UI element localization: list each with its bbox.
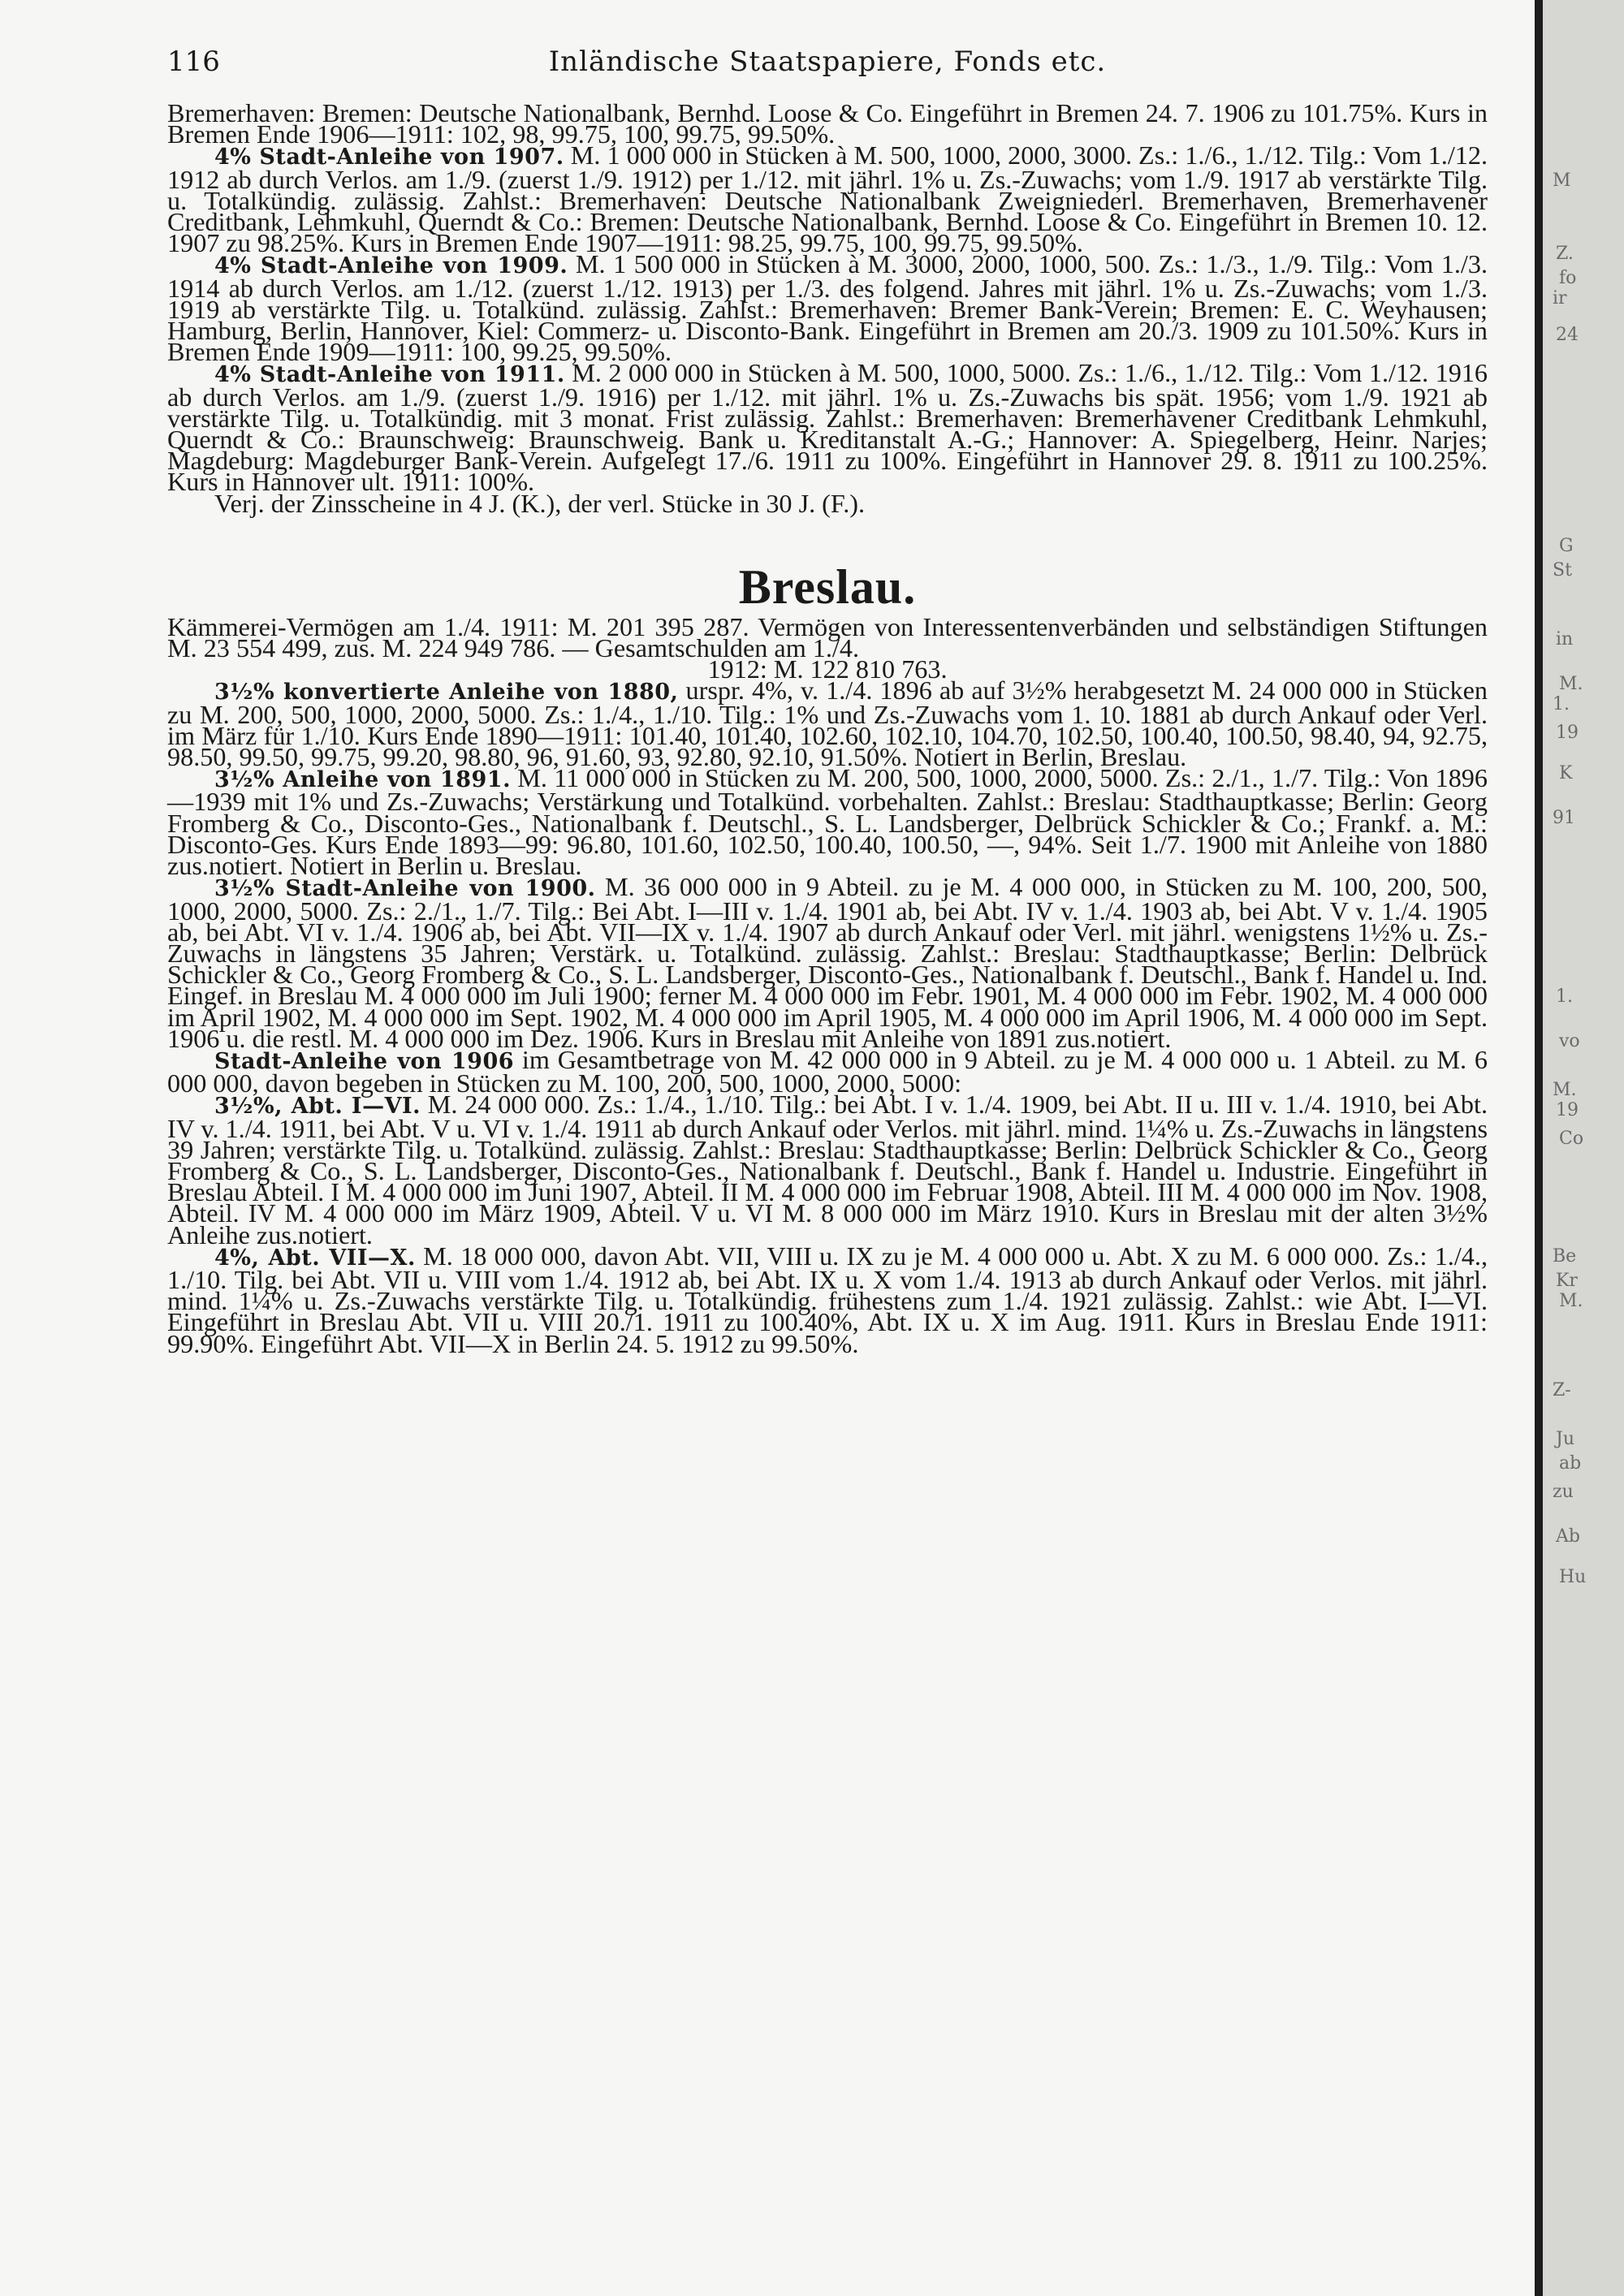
gutter-fragment: ab (1559, 1453, 1582, 1474)
gutter-fragment: K (1559, 763, 1573, 783)
entry-heading: 3½% Stadt-Anleihe von 1900. (214, 876, 596, 902)
entry-heading: Stadt-Anleihe von 1906 (214, 1048, 515, 1074)
adjacent-page-edge (1535, 0, 1624, 2296)
entry-breslau-1891 (167, 763, 1488, 881)
gutter-fragment: G (1559, 536, 1574, 556)
breslau-intro: Kämmerei-Vermögen am 1./4. 1911: M. 201 395 287. Vermögen von Interessentenverbänden und selbständigen Stiftungen M. 23 554 499, zus. M. 224 949 786. — Gesamtschulden am 1./4. (167, 611, 1488, 663)
gutter-fragment: M. (1559, 1291, 1583, 1311)
gutter-fragment: Hu (1559, 1567, 1587, 1587)
entry-bremerhaven-1909 (167, 249, 1488, 367)
entry-breslau-1900 (167, 872, 1488, 1053)
entry-heading: 3½% Anleihe von 1891. (214, 767, 511, 793)
gutter-fragment: Z- (1553, 1380, 1571, 1400)
page-number: 116 (167, 45, 220, 78)
entry-body: M. 18 000 000, davon Abt. VII, VIII u. IX zu je M. 4 000 000 u. Abt. X zu M. 6 000 000. Zs.: 1./4., 1./10. Tilg. bei Abt. VII u. VIII vom 1./4. 1912 ab, bei Abt. IX u. X vom 1./4. 1913 ab durch Ankauf oder Verlos. mit jährl. mind. 1¼% u. Zs.-Zuwachs verstärkte Tilg. u. Totalkündig. frühestens zum 1./4. 1921 zulässig. Zahlst.: wie Abt. I—VI. Eingeführt in Breslau Abt. VII u. VIII 20./1. 1911 zu 100.40%, Abt. IX u. X im Aug. 1911. Kurs in Breslau Ende 1911: 99.90%. Eingeführt Abt. VII—X in Berlin 24. 5. 1912 zu 99.50%. (167, 1241, 1488, 1358)
entry-heading: 4% Stadt-Anleihe von 1907. (214, 145, 564, 170)
gutter-fragment: 24 (1556, 325, 1579, 345)
city-heading-breslau: Breslau. (738, 559, 917, 614)
entry-heading: 4% Stadt-Anleihe von 1909. (214, 253, 568, 279)
gutter-fragment: M. (1553, 1080, 1577, 1100)
entry-bremerhaven-1911 (167, 358, 1488, 497)
page-content (167, 45, 1488, 1358)
gutter-fragment: fo (1559, 268, 1577, 288)
entry-bremerhaven-1907 (167, 140, 1488, 258)
running-title: Inländische Staatspapiere, Fonds etc. (548, 45, 1107, 78)
gutter-fragment: ir (1553, 288, 1567, 309)
entry-body: M. 2 000 000 in Stücken à M. 500, 1000, 5000. Zs.: 1./6., 1./12. Tilg.: Vom 1./12. 1916 ab durch Verlos. am 1./9. (zuerst 1./9. 1916) per 1./12. mit jährl. 1% u. Zs.-Zuwachs bis spät. 1956; vom 1./9. 1921 ab verstärkte Tilg. u. Totalkündig. mit 3 monat. Frist zulässig. Zahlst.: Bremerhaven: Bremerhavener Creditbank Lehmkuhl, Querndt & Co.: Braunschweig: Braunschweig. Bank u. Kreditanstalt A.-G.; Hannover: A. Spiegelberg, Heinr. Narjes; Magdeburg: Magdeburger Bank-Verein. Aufgelegt 17./6. 1911 zu 100%. Eingeführt in Hannover 29. 8. 1911 zu 100.25%. Kurs in Hannover ult. 1911: 100%. (167, 358, 1488, 497)
gutter-fragment: Ab (1556, 1526, 1580, 1547)
page-header (167, 45, 1488, 102)
entry-breslau-1906-abt-7-10 (167, 1241, 1488, 1358)
gutter-fragment: 19 (1556, 1100, 1579, 1120)
entry-heading: 4% Stadt-Anleihe von 1911. (214, 362, 565, 388)
breslau-intro-last-line: 1912: M. 122 810 763. (707, 654, 948, 684)
gutter-fragment: St (1553, 560, 1572, 580)
entry-body: M. 11 000 000 in Stücken zu M. 200, 500, 1000, 2000, 5000. Zs.: 2./1., 1./7. Tilg.: Von 1896—1939 mit 1% und Zs.-Zuwachs; Verstärkung und Totalkünd. vorbehalten. Zahlst.: Breslau: Stadthauptkasse; Berlin: Georg Fromberg & Co., Disconto-Ges., Nationalbank f. Deutschl., S. L. Landsberger, Delbrück Schickler & Co.; Frankf. a. M.: Disconto-Ges. Kurs Ende 1893—99: 96.80, 101.60, 102.50, 100.40, 100.50, —, 94%. Seit 1./7. 1900 mit Anleihe von 1880 zus.notiert. Notiert in Berlin u. Breslau. (167, 763, 1488, 881)
entry-body: M. 24 000 000. Zs.: 1./4., 1./10. Tilg.: bei Abt. I v. 1./4. 1909, bei Abt. II u. III v. 1./4. 1910, bei Abt. IV v. 1./4. 1911, bei Abt. V u. VI v. 1./4. 1911 ab durch Ankauf oder Verlos. mit jährl. mind. 1¼% u. Zs.-Zuwachs in längstens 39 Jahren; verstärkte Tilg. u. Totalkünd. zulässig. Zahlst.: Breslau: Stadthauptkasse; Berlin: Delbrück Schickler & Co., Georg Fromberg & Co., S. L. Landsberger, Disconto-Ges., Nationalbank f. Deutschl., Bank f. Handel u. Industrie. Eingeführt in Breslau Abteil. I M. 4 000 000 im Juni 1907, Abteil. II M. 4 000 000 im Februar 1908, Abteil. III M. 4 000 000 im Nov. 1908, Abteil. IV M. 4 000 000 im März 1909, Abteil. V u. VI M. 8 000 000 im März 1910. Kurs in Breslau mit der alten 3½% Anleihe zus.notiert. (167, 1090, 1488, 1249)
gutter-fragment: Co (1559, 1129, 1584, 1149)
entry-breslau-1880 (167, 675, 1488, 772)
entry-breslau-1906-abt-1-6 (167, 1090, 1488, 1249)
gutter-fragment: in (1556, 629, 1574, 650)
entry-body: M. 1 000 000 in Stücken à M. 500, 1000, 2000, 3000. Zs.: 1./6., 1./12. Tilg.: Vom 1./12. 1912 ab durch Verlos. am 1./9. (zuerst 1./9. 1912) per 1./12. mit jährl. 1% u. Zs.-Zuwachs; vom 1./9. 1917 ab verstärkte Tilg. u. Totalkündig. zulässig. Zahlst.: Bremerhaven: Deutsche Nationalbank Zweigniederl. Bremerhaven, Bremerhavener Creditbank, Lehmkuhl, Querndt & Co.: Bremen: Deutsche Nationalbank, Bernhd. Loose & Co. Eingeführt in Bremen 10. 12. 1907 zu 98.25%. Kurs in Bremen Ende 1907—1911: 98.25, 99.75, 100, 99.75, 99.50%. (167, 140, 1488, 258)
gutter-fragment: Z. (1556, 244, 1574, 264)
gutter-fragment: 91 (1553, 808, 1575, 828)
gutter-fragment: M (1553, 170, 1571, 191)
entry-body: M. 36 000 000 in 9 Abteil. zu je M. 4 000 000, in Stücken zu M. 100, 200, 500, 1000, 2000, 5000. Zs.: 2./1., 1./7. Tilg.: Bei Abt. I—III v. 1./4. 1901 ab, bei Abt. IV v. 1./4. 1903 ab, bei Abt. V v. 1./4. 1905 ab, bei Abt. VI v. 1./4. 1906 ab, bei Abt. VII—IX v. 1./4. 1907 ab durch Ankauf oder Verl. mit jährl. wenigstens 1½% u. Zs.-Zuwachs in längstens 35 Jahren; Verstärk. u. Totalkünd. zulässig. Zahlst.: Breslau: Stadthauptkasse; Berlin: Delbrück Schickler & Co., Georg Fromberg & Co., S. L. Landsberger, Disconto-Ges., Nationalbank f. Deutschl., Bank f. Handel u. Ind. Eingef. in Breslau M. 4 000 000 im Juli 1900; ferner M. 4 000 000 im Febr. 1901, M. 4 000 000 im Febr. 1902, M. 4 000 000 im April 1902, M. 4 000 000 im Sept. 1902, M. 4 000 000 im April 1905, M. 4 000 000 im April 1906, M. 4 000 000 im Sept. 1906 u. die restl. M. 4 000 000 im Dez. 1906. Kurs in Breslau mit Anleihe von 1891 zus.notiert. (167, 872, 1488, 1053)
entry-breslau-1906 (167, 1044, 1488, 1098)
entry-body: urspr. 4%, v. 1./4. 1896 ab auf 3½% herabgesetzt M. 24 000 000 in Stücken zu M. 200, 500, 1000, 2000, 5000. Zs.: 1./4., 1./10. Tilg.: 1% und Zs.-Zuwachs vom 1. 10. 1881 ab durch Ankauf oder Verl. im März für 1./10. Kurs Ende 1890—1911: 101.40, 101.40, 102.60, 102.10, 104.70, 102.50, 100.40, 100.50, 98.40, 94, 92.75, 98.50, 99.50, 99.75, 99.20, 98.80, 96, 91.60, 93, 92.80, 92.10, 91.50%. Notiert in Berlin, Breslau. (167, 675, 1488, 772)
entry-heading: 3½% konvertierte Anleihe von 1880, (214, 680, 679, 706)
entry-bremerhaven-continued: Bremerhaven: Bremen: Deutsche Nationalbank, Bernhd. Loose & Co. Eingeführt in Bremen 24. 7. 1906 zu 101.75%. Kurs in Bremen Ende 1906—1911: 102, 98, 99.75, 100, 99.75, 99.50%. (167, 98, 1488, 149)
gutter-fragment: Be (1553, 1246, 1577, 1267)
entry-body: im Gesamtbetrage von M. 42 000 000 in 9 Abteil. zu je M. 4 000 000 u. 1 Abteil. zu M. 6 000 000, davon begeben in Stücken zu M. 100, 200, 500, 1000, 2000, 5000: (167, 1044, 1488, 1098)
gutter-fragment: vo (1559, 1031, 1580, 1051)
gutter-fragment: Ju (1556, 1429, 1574, 1449)
gutter-fragment: 1. (1553, 694, 1570, 714)
entry-heading: 3½%, Abt. I—VI. (214, 1094, 421, 1120)
gutter-fragment: 1. (1556, 986, 1573, 1007)
entry-body: M. 1 500 000 in Stücken à M. 3000, 2000, 1000, 500. Zs.: 1./3., 1./9. Tilg.: Vom 1./3. 1914 ab durch Verlos. am 1./12. (zuerst 1./12. 1913) per 1./3. des folgend. Jahres mit jährl. 1% u. Zs.-Zuwachs; vom 1./3. 1919 ab verstärkte Tilg. u. Totalkünd. zulässig. Zahlst.: Bremerhaven: Bremer Bank-Verein; Bremen: E. C. Weyhausen; Hamburg, Berlin, Hannover, Kiel: Commerz- u. Disconto-Bank. Eingeführt in Bremen am 20./3. 1909 zu 101.50%. Kurs in Bremen Ende 1909—1911: 100, 99.25, 99.50%. (167, 249, 1488, 367)
gutter-fragment: Kr (1556, 1271, 1578, 1291)
gutter-fragment: zu (1553, 1482, 1574, 1502)
gutter-fragment: M. (1559, 674, 1583, 694)
gutter-fragment: 19 (1556, 723, 1579, 743)
entry-verjaehrung: Verj. der Zinsscheine in 4 J. (K.), der verl. Stücke in 30 J. (F.). (214, 488, 866, 518)
entry-heading: 4%, Abt. VII—X. (214, 1245, 416, 1271)
